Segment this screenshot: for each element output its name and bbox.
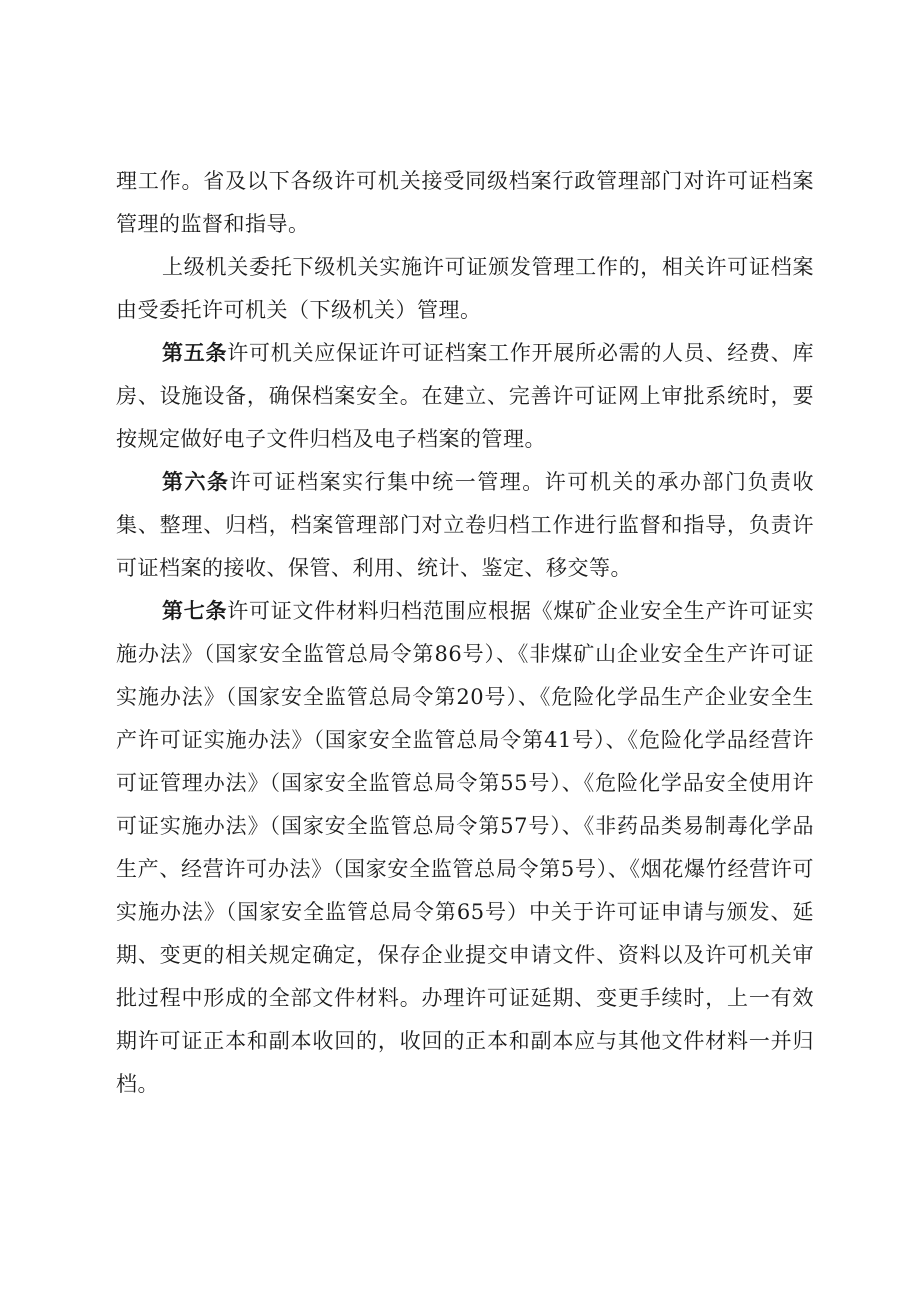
document-body xyxy=(116,160,814,1106)
paragraph-delegation xyxy=(116,246,814,332)
paragraph-continuation xyxy=(116,160,814,246)
article-6 xyxy=(116,461,814,590)
article-text: 许可证文件材料归档范围应根据《煤矿企业安全生产许可证实施办法》（国家安全监管总局令第86号）、《非煤矿山企业安全生产许可证实施办法》（国家安全监管总局令第20号）、《危险化学品生产企业安全生产许可证实施办法》（国家安全监管总局令第41号）、《危险化学品经营许可证管理办法》（国家安全监管总局令第55号）、《危险化学品安全使用许可证实施办法》（国家安全监管总局令第57号）、《非药品类易制毒化学品生产、经营许可办法》（国家安全监管总局令第5号）、《烟花爆竹经营许可实施办法》（国家安全监管总局令第65号）中关于许可证申请与颁发、延期、变更的相关规定确定，保存企业提交申请文件、资料以及许可机关审批过程中形成的全部文件材料。办理许可证延期、变更手续时，上一有效期许可证正本和副本收回的，收回的正本和副本应与其他文件材料一并归档。 xyxy=(116,599,815,1096)
article-7 xyxy=(116,590,814,1106)
article-text: 许可证档案实行集中统一管理。许可机关的承办部门负责收集、整理、归档，档案管理部门对立卷归档工作进行监督和指导，负责许可证档案的接收、保管、利用、统计、鉴定、移交等。 xyxy=(116,470,815,580)
paragraph-text: 上级机关委托下级机关实施许可证颁发管理工作的，相关许可证档案由受委托许可机关（下级机关）管理。 xyxy=(116,255,814,322)
article-text: 许可机关应保证许可证档案工作开展所必需的人员、经费、库房、设施设备，确保档案安全。在建立、完善许可证网上审批系统时，要按规定做好电子文件归档及电子档案的管理。 xyxy=(116,341,815,451)
article-number: 第五条 xyxy=(162,341,228,365)
article-number: 第七条 xyxy=(162,599,228,623)
article-5 xyxy=(116,332,814,461)
paragraph-text: 理工作。省及以下各级许可机关接受同级档案行政管理部门对许可证档案管理的监督和指导。 xyxy=(116,169,814,236)
article-number: 第六条 xyxy=(162,470,230,494)
